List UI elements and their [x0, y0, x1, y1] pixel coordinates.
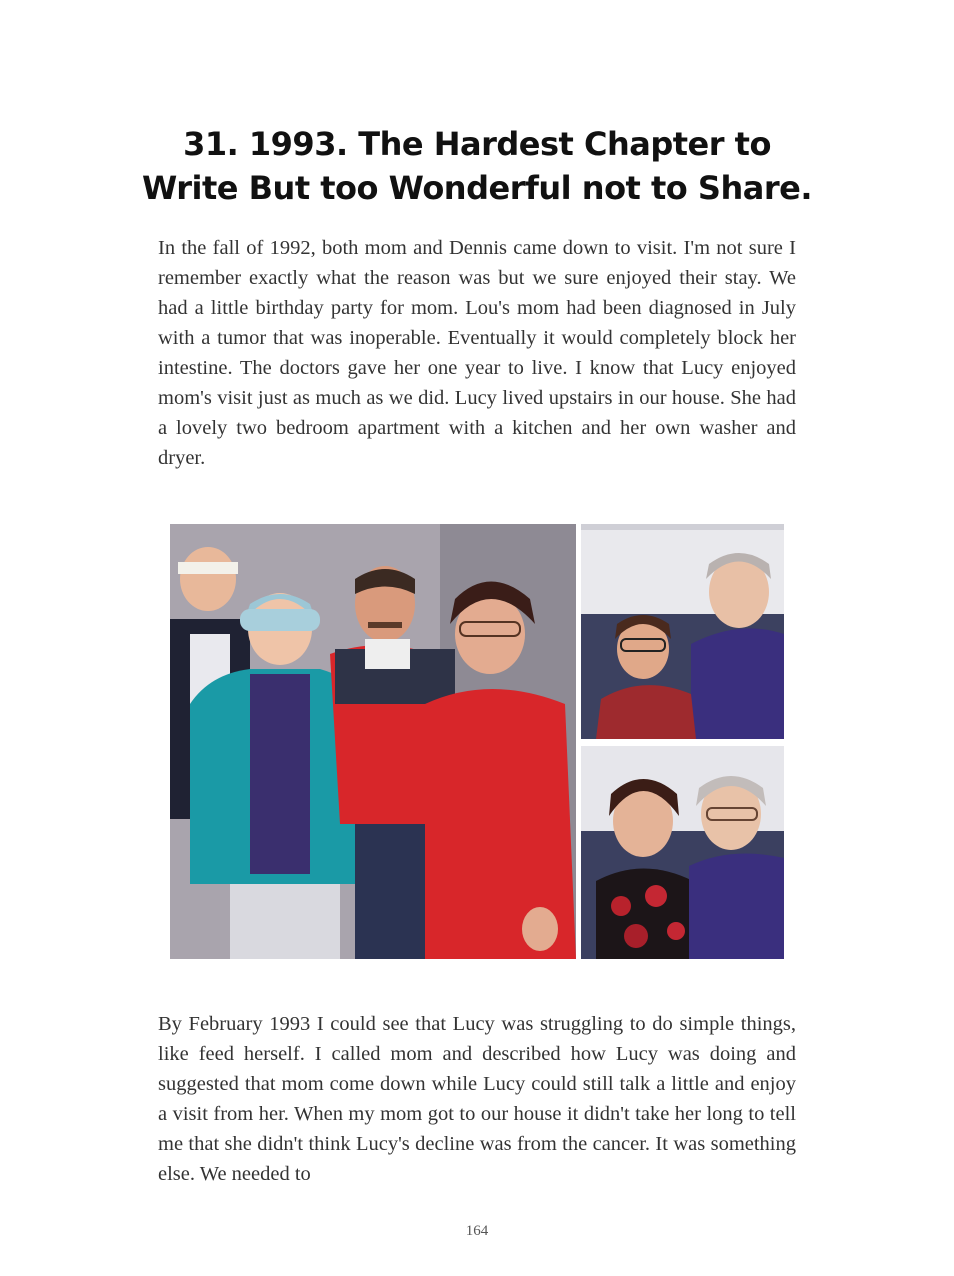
chapter-title-line-2: Write But too Wonderful not to Share.: [142, 169, 812, 207]
page-number: 164: [465, 1223, 489, 1239]
chapter-title-line-1: 31. 1993. The Hardest Chapter to: [183, 125, 771, 163]
body-paragraph-1: In the fall of 1992, both mom and Dennis came down to visit. I'm not sure I remember exactly what the reason was but we sure enjoyed their stay. We had a little birthday party for mom. Lou's mom had been diagnosed in July with a tumor that was inoperable. Eventually it would completely block her intestine. The doctors gave her one year to live. I know that Lucy enjoyed mom's visit just as much as we did. Lucy lived upstairs in our house. She had a lovely two bedroom apartment with a kitchen and her own washer and dryer.: [158, 237, 796, 469]
group-photo: [170, 524, 576, 959]
body-paragraph-2: By February 1993 I could see that Lucy was struggling to do simple things, like feed herself. I called mom and described how Lucy was doing and suggested that mom come down while Lucy could still talk a little and enjoy a visit from her. When my mom got to our house it didn't take her long to tell me that she didn't think Lucy's decline was from the cancer. It was something else. We needed to: [158, 1013, 796, 1185]
chapter-title: [120, 122, 834, 210]
woman-and-grandmother-photo: [581, 746, 784, 959]
boy-and-grandmother-photo: [581, 524, 784, 739]
